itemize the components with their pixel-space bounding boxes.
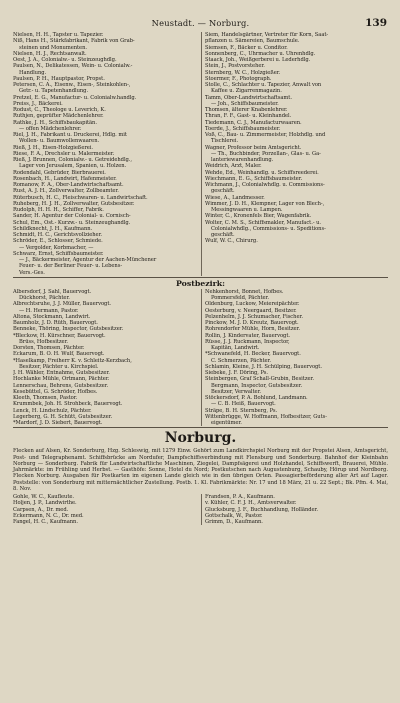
directory-entry: Riel, J. H., Fabrikant u. Druckerei, Hdlg. mit — [13, 132, 127, 138]
section-rule — [13, 427, 388, 428]
directory-entry: Holjen, J. P., Landwirthe. — [13, 500, 77, 507]
directory-entry: Rollin, J. Kindervater, Bauervogt. — [205, 332, 290, 339]
entry-continuation: Pommersfeld, Pächter. — [211, 295, 269, 301]
entry-continuation: Feuer- u. der Berliner Feuer- u. Lebens- — [19, 263, 123, 270]
entry-continuation: Handlung. — [19, 69, 47, 76]
directory-entry: Stolle, C., Schlachter u. Tapezier, Anwalt von — [205, 82, 322, 88]
entry-continuation: — Th., Buchbinder, Porzellan-, Glas- u. Ga- — [211, 150, 321, 157]
norburg-columns — [13, 494, 388, 525]
directory-entry: Nielsen, H. H., Tapster u. Tapezier. — [13, 32, 104, 38]
directory-entry: *Haselkamp, Freiherr K. v. Schleitz-Kerzbach, — [13, 357, 132, 364]
directory-entry: Tiedemann, C. J., Manufacturwaaren. — [205, 119, 302, 126]
directory-entry: Albersdorf, J. Sahl, Bauervogt. — [13, 288, 92, 295]
entry-continuation: Vers.-Ges. — [19, 269, 45, 276]
directory-entry: Rieß, J. H., Eisen-Holzgießerei. — [13, 144, 93, 151]
directory-entry: Wimmer, J. D. H., Klempner, Lager von Blech-, — [205, 200, 325, 207]
directory-entry: Paulsen, N., Delikatessen, Wein- u. Colonialw.- — [13, 63, 133, 70]
entry-continuation: steinen und Monumenten. — [19, 44, 87, 51]
directory-entry: Siemsen, F., Bäcker u. Conditor. — [205, 44, 288, 51]
directory-entry: Schul, Em., Ost.- Kurzw.- u. Steinzeughandlg. — [13, 219, 131, 226]
directory-entry: Sternberg, W. C., Holzgießer. — [205, 69, 281, 76]
directory-entry: Petersen, C. A., Eisenw., Eisen-, Steinkohlen-, — [13, 82, 131, 88]
directory-entry: Weidrich, Arzt, Maler. — [205, 163, 262, 170]
directory-entry: J. H. Wähler, Entnahme, Gutsbesitzer. — [13, 370, 110, 376]
directory-entry: Stein, J., Postvorsteher. — [205, 63, 265, 70]
directory-entry: Thran, F. F., Gast- u. Kleinhandel. — [205, 113, 292, 120]
directory-entry: Steinbergen, Graf Schall-Grubin, Besitzer. — [205, 376, 314, 383]
directory-entry: Baumholz, J. D. Rüth, Bauervogt. — [13, 320, 98, 326]
directory-entry: Stöckersdorf, P. A. Bohlund, Landmann. — [205, 395, 308, 401]
directory-entry: Rüterbusch, H. C., Fleischwaren- u. Landwirtschaft. — [13, 194, 148, 201]
directory-entry: Stoermer, F., Photograph. — [205, 75, 272, 82]
postbezirk-left-column — [13, 289, 200, 427]
directory-entry: v. Kühler, C. F. J. H., Amtsverwalter. — [205, 500, 297, 507]
entry-continuation: Messingwaaren u. Lampen. — [211, 207, 283, 213]
column-divider — [201, 494, 202, 525]
page-number: 139 — [365, 17, 387, 29]
directory-entry: Schwarz, Ernst, Schiffsbaumeister. — [13, 250, 104, 257]
directory-entry: Voß, C., Bau- u. Zimmermeister, Holzhdlg. und — [205, 132, 326, 138]
entry-continuation: Bergmann, Inspector, Gutsbesitzer. — [211, 382, 303, 389]
directory-entry: Schildknecht, J. H., Kaufmann. — [13, 225, 93, 232]
column-divider — [201, 289, 202, 427]
directory-entry: Fangel, H. C., Kaufmann. — [13, 519, 78, 525]
directory-entry: Thomsen, älterer Knabenlehrer. — [205, 107, 288, 113]
directory-entry: Wittenbrügge, W. Hoffmann, Hofbesitzer, Guts- — [205, 413, 327, 420]
directory-entry: Wichmann, J., Colonialwhdlg. u. Commissions- — [205, 182, 325, 188]
directory-entry: Schmidt, H. C., Gerichtsvollzieher. — [13, 232, 103, 238]
entry-continuation: — C. B. Heiß, Bauervogt. — [211, 401, 276, 408]
residents-left-column — [13, 32, 200, 276]
directory-entry: Nielsen, H. J., Rechtsanwalt. — [13, 50, 87, 57]
directory-entry: Ruthjen, geprüfter Mädchenlehrer. — [13, 113, 104, 120]
directory-entry: Benneke, Thöring, Inspector, Gutsbesitzer. — [13, 326, 124, 333]
directory-entry: Kesebüttel, G. Schröder, Hofbes. — [13, 388, 98, 395]
residents-right-column — [200, 32, 388, 276]
directory-entry: Rodendahl, Gebrüder, Bierbrauerei. — [13, 169, 106, 176]
directory-entry: Pelzenhelm, J. J. Schumacher, Fischer. — [205, 313, 303, 320]
norburg-title: Norburg. — [164, 430, 237, 447]
directory-entry: Niß, Hans H., Stärkfabrikant, Fabrik von Grab- — [13, 38, 135, 45]
entry-continuation: — H. Hermann, Pastor. — [19, 307, 79, 314]
directory-entry: Winter, C., Kronenfels Bier, Wagenfabrik. — [205, 213, 312, 220]
directory-entry: Legerberg, G. H. Schütt, Gutsbesitzer. — [13, 413, 113, 420]
entry-continuation: Besitzer, Pächter u. Kirchspiel. — [19, 363, 99, 370]
entry-continuation: geschäft. — [211, 232, 235, 238]
directory-entry: Ruheberg, H. J. H., Zollverwalter, Gutsbesitzer. — [13, 200, 135, 207]
directory-entry: Albrechtsruhe, J. J. Müller, Bauervogt. — [13, 301, 111, 308]
directory-entry: Wiese, A., Landmesser. — [205, 194, 265, 201]
norburg-description: Flecken auf Alsen, Kr. Sonderburg, Hzg. Schleswig, mit 1279 Einw. Gehört zum Landkirchspiel Norburg mit der Propstei Alsen, Amtsgericht, Post- und Telegraphenamt. Schiffsbrücke am Nordufer, Dampfschiffsverbindung mit Flensburg und Sonderburg. Bahnhof der Kleinbahn Norburg — Sonderburg. Fabrik für Landwirtschaftliche Maschinen, Ziegelei, Dampfsägerei und Holzhandel, Schiffswerft, Brauerei, Mühle. Jahrmärkte: im Frühling und Herbst. — Gasthöfe: Sonne, Hotel du Nord; Postkutschen nach Augustenburg, Schauby, Hörup und Nordborg. Flecken Norburg. Ausgaben für Postkarten im eigenen Lande gleich wie in den übrigen Orten. Passagierbeförderung aller Art auf Lager. Poststelle: von Sonderburg mit mitternächtlicher Zustellung. Postb. 1. Kl. Fabrikmärkte: Nr. 17 und 18 März, 21 u. 22 Sept.; Bk. Pfm. 4. Mai, 8. Nov. — [13, 448, 388, 492]
directory-entry: Gohle, W. C., Kaufleute. — [13, 494, 74, 500]
entry-continuation: Dückhorst, Pächter. — [19, 295, 70, 301]
directory-entry: Tamm, Ober-Landwirtschaftsamt. — [205, 94, 292, 101]
directory-entry: *Bleckow, H. Kürschner, Bauervogt. — [13, 332, 106, 339]
entry-continuation: — Joh., Schiffsbaumeister. — [211, 100, 279, 107]
entry-continuation: Colonialwhdlg., Commissions- u. Speditions- — [211, 225, 326, 232]
entry-continuation: Kaffee u. Zigarrenmagazin. — [211, 88, 282, 95]
directory-entry: Wagner, Professor beim Amtsgericht. — [205, 144, 302, 151]
entry-continuation: Kapitän, Landwirt. — [211, 345, 260, 351]
directory-entry: Staack, Joh., Weißgerberei u. Lederhdlg. — [205, 57, 311, 63]
directory-entry: Wiechmann, E. G., Schiffsbaumeister. — [205, 175, 303, 182]
directory-entry: Hochlanke Mühle, Ortmann, Pächter. — [13, 376, 110, 383]
directory-entry: Dorsten, Thomsen, Pächter. — [13, 345, 85, 351]
directory-entry: Rodust, C., Theologe u. Leverich, K. — [13, 107, 106, 113]
entry-continuation: — Vergolder, Korbmacher, — — [19, 244, 94, 251]
directory-entry: Sonnenberg, C., Uhrmacher u. Uhrenhdlg. — [205, 50, 316, 57]
directory-entry: Siebeke, J. F. Döring, Ps. — [205, 370, 268, 376]
directory-entry: Nehkenhorst, Bonnet, Hofbes. — [205, 288, 284, 295]
norburg-left-column — [13, 494, 200, 525]
directory-entry: *Mardorf, J. D. Siebert, Bauervogt. — [13, 420, 103, 426]
directory-entry: *Schwanefeld, H. Becker, Bauervogt. — [205, 351, 301, 358]
directory-entry: Sträpe, B. H. Sternberg, Ps. — [205, 407, 278, 414]
directory-entry: Rohrendorfer Mühle, Horn, Besitzer. — [205, 326, 300, 333]
directory-entry: Wulf, W. C., Chirurg. — [205, 238, 258, 245]
entry-continuation: Besitzer, Verwalter. — [211, 388, 262, 395]
entry-continuation: Wollen- u. Baumwollenwaaren. — [19, 138, 100, 145]
entry-continuation: eigentümer. — [211, 420, 242, 426]
directory-entry: Rosenbach, H., Landwirt, Hafenmeister. — [13, 175, 117, 182]
directory-entry: Lennerschau, Behrens, Gutsbesitzer. — [13, 382, 109, 389]
norburg-right-column — [200, 494, 388, 525]
directory-entry: Toerde, J., Schiffsbaumeister. — [205, 125, 281, 132]
directory-entry: Eckarum, B. O. H. Wulf, Bauervogt. — [13, 351, 105, 358]
page-header — [13, 18, 388, 32]
residents-columns — [13, 32, 388, 276]
entry-continuation: C. Schmerzen, Pächter. — [211, 357, 272, 364]
entry-continuation: Tischlerei. — [211, 138, 239, 145]
directory-entry: Oldenburg, Luckow, Meiereipächter. — [205, 301, 300, 308]
directory-entry: Altona, Stockmann, Landwirt. — [13, 313, 91, 320]
directory-entry: Rudolph, H. H. H., Schiffer, Fabrik. — [13, 207, 104, 213]
running-title: Neustadt. — Norburg. — [151, 18, 250, 28]
entry-continuation: Getr.- u. Tapetenhandlung. — [19, 88, 89, 95]
directory-entry: pflanzen u. Sämereien, Baumschule. — [205, 38, 300, 45]
entry-continuation: geschäft. — [211, 188, 235, 195]
postbezirk-heading: Postbezirk: — [175, 278, 226, 288]
directory-entry: Krummbek, Joh. H. Strohbeck, Bauervogt. — [13, 401, 123, 408]
entry-continuation: lanteriewarenhandlung. — [211, 157, 274, 163]
entry-continuation: Lager von Jerusalem, Spanien, u. Holzen. — [19, 163, 127, 170]
postbezirk-columns — [13, 289, 388, 427]
entry-continuation: — offen Mädchenlehrer. — [19, 125, 82, 132]
directory-entry: Wehde, Ed., Weinhandlg. u. Schiffsreederei. — [205, 169, 319, 176]
directory-entry: Grimm, D., Kaufmann. — [205, 519, 263, 525]
directory-entry: Pinckow, M. J. D. Kreutz, Bauervogt. — [205, 320, 299, 326]
directory-entry: Schlamin, Kleine, J. H. Schülping, Bauervogt. — [205, 363, 322, 370]
directory-entry: Gottschalk, W., Pastor. — [205, 512, 263, 519]
directory-entry: Glucksburg, J. F., Buchhandlung, Holländer. — [205, 506, 318, 513]
directory-entry: Frandsen, P. A., Kaufmann. — [205, 494, 275, 500]
directory-entry: Siem, Handelsgärtner, Vertreter für Korn, Saat- — [205, 32, 329, 38]
directory-entry: Sander, H. Agentur der Colonial- u. Cornisch- — [13, 213, 131, 220]
directory-entry: Riese, F. A., Drechsler u. Malermeister. — [13, 150, 115, 157]
directory-entry: Lenck, H. Lindschulz, Pächter. — [13, 407, 92, 414]
directory-entry: Rust, A. J. H., Zollverwalter, Zollbeamter. — [13, 188, 119, 195]
directory-entry: Oest, J. A., Colonialw.- u. Steinzeughdlg. — [13, 57, 117, 63]
directory-entry: Paulsen, P. H., Hauptpastor, Propst. — [13, 75, 105, 82]
directory-entry: Schröder, E., Schlosser, Schmiede. — [13, 238, 103, 245]
directory-entry: Preiss, J., Bäckerei. — [13, 100, 63, 107]
entry-continuation: — J., Bäckermeister, Agentur der Aachen-Münchener — [19, 257, 157, 263]
directory-entry: Rieß, J. Brunnen, Colonialw.- u. Getreidehdlg., — [13, 157, 133, 163]
section-rule — [13, 277, 388, 278]
directory-entry: Kleeth, Thomsen, Pastor. — [13, 395, 78, 401]
column-divider — [201, 32, 202, 276]
directory-entry: Oesterburg, v. Neergaard, Besitzer. — [205, 307, 297, 314]
directory-entry: Eckermann, N. C., Dr. med. — [13, 512, 84, 519]
directory-entry: Wolter, C. M. S., Schiffsmakler, Manufact.- u. — [205, 219, 322, 226]
entry-continuation: Brüss, Hofbesitzer. — [19, 338, 69, 345]
postbezirk-right-column — [200, 289, 388, 427]
directory-entry: Rüsse, J. J. Ruckmann, Inspector, — [205, 338, 290, 345]
directory-entry: Rathke, J. H., Schiffsbaukapitän. — [13, 119, 97, 126]
directory-entry: Carpsen, A., Dr. med. — [13, 506, 69, 513]
directory-entry: Pretzel, E. G., Manufactur- u. Colonialw.handlg. — [13, 94, 137, 101]
directory-entry: Romanow, F. A., Ober-Landwirtschaftsamt. — [13, 182, 124, 188]
